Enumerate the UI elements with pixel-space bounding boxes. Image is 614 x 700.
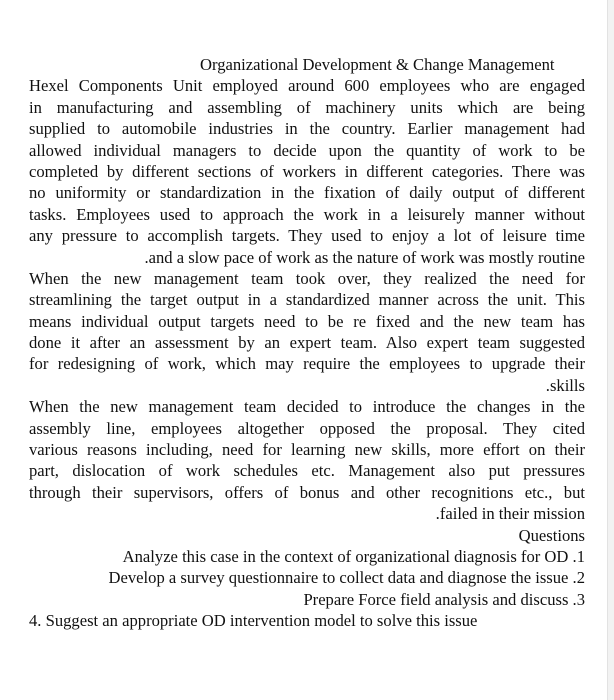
paragraph-line: completed by different sections of workers in different categories. There was — [29, 161, 585, 181]
scrollbar-track[interactable] — [607, 0, 614, 700]
paragraph-line-last: .skills — [545, 375, 585, 395]
paragraph-line: various reasons including, need for learning new skills, more effort on their — [29, 440, 585, 460]
question-item: Develop a survey questionnaire to collect data and diagnose the issue .2 — [108, 568, 585, 588]
questions-heading: Questions — [518, 525, 585, 545]
questions-section — [29, 525, 585, 632]
paragraph-line: Hexel Components Unit employed around 600 employees who are engaged — [29, 76, 585, 96]
paragraph-line: part, dislocation of work schedules etc. Management also put pressures — [29, 461, 585, 481]
document-title: Organizational Development & Change Management — [200, 55, 555, 74]
paragraph-line: assembly line, employees altogether opposed the proposal. They cited — [29, 418, 585, 438]
paragraph-line: through their supervisors, offers of bonus and other recognitions etc., but — [29, 482, 585, 502]
paragraph-line: any pressure to accomplish targets. They used to enjoy a lot of leisure time — [29, 226, 585, 246]
paragraph-line: no uniformity or standardization in the fixation of daily output of different — [29, 183, 585, 203]
paragraph-line: tasks. Employees used to approach the work in a leisurely manner without — [29, 204, 585, 224]
paragraph-3 — [29, 396, 585, 524]
question-item: Prepare Force field analysis and discuss .3 — [303, 589, 585, 609]
paragraph-line-last: .failed in their mission — [435, 504, 585, 524]
question-item: Analyze this case in the context of organizational diagnosis for OD .1 — [122, 546, 585, 566]
paragraph-1 — [29, 75, 585, 268]
paragraph-line: done it after an assessment by an expert team. Also expert team suggested — [29, 333, 585, 353]
paragraph-line: for redesigning of work, which may require the employees to upgrade their — [29, 354, 585, 374]
paragraph-2 — [29, 268, 585, 396]
paragraph-line: supplied to automobile industries in the country. Earlier management had — [29, 119, 585, 139]
paragraph-line-last: .and a slow pace of work as the nature of work was mostly routine — [144, 247, 585, 267]
paragraph-line: When the new management team took over, they realized the need for — [29, 268, 585, 288]
paragraph-line: means individual output targets need to be re fixed and the new team has — [29, 311, 585, 331]
paragraph-line: When the new management team decided to introduce the changes in the — [29, 397, 585, 417]
document-page — [29, 54, 585, 632]
question-item: 4. Suggest an appropriate OD intervention model to solve this issue — [29, 611, 478, 631]
paragraph-line: in manufacturing and assembling of machinery units which are being — [29, 97, 585, 117]
paragraph-line: allowed individual managers to decide upon the quantity of work to be — [29, 140, 585, 160]
paragraph-line: streamlining the target output in a standardized manner across the unit. This — [29, 290, 585, 310]
